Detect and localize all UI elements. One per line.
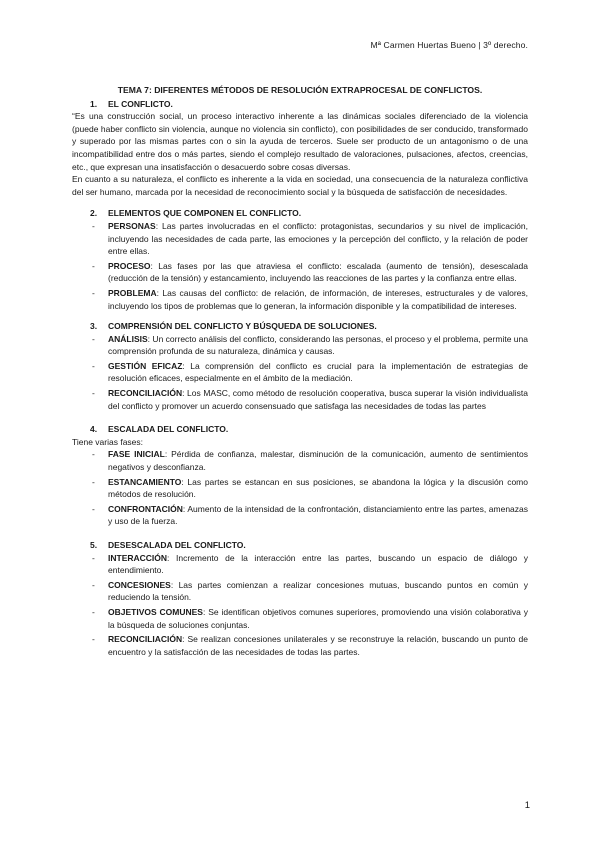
section-heading-1 (72, 98, 528, 111)
list-item (72, 552, 528, 577)
item-label: PROBLEMA (108, 287, 157, 298)
list-item (72, 260, 528, 285)
item-text: : Las fases por las que atraviesa el conflicto: escalada (aumento de tensión), desescalada (reducción de la tensión) y estancamiento, incluyendo las reacciones de las partes y la confianza entre ellas. (108, 260, 528, 284)
section-title: DESESCALADA DEL CONFLICTO. (108, 540, 246, 550)
dash-marker: - (92, 360, 95, 371)
item-text: : La comprensión del conflicto es crucial para la implementación de estrategias de resolución eficaces, especialmente en el ámbito de la mediación. (108, 360, 529, 384)
document-body (72, 84, 528, 660)
item-text: : Un correcto análisis del conflicto, considerando las personas, el proceso y el problema, permite una comprensión profunda de su naturaleza, dinámica y causas. (108, 333, 528, 357)
item-label: GESTIÓN EFICAZ (108, 360, 183, 371)
section-number: 4. (90, 424, 98, 435)
item-label: ANÁLISIS (108, 333, 148, 344)
list-item (72, 387, 528, 412)
dash-marker: - (92, 260, 95, 271)
document-title: TEMA 7: DIFERENTES MÉTODOS DE RESOLUCIÓN EXTRAPROCESAL DE CONFLICTOS. (117, 85, 483, 95)
dash-marker: - (92, 552, 95, 563)
section-title: COMPRENSIÓN DEL CONFLICTO Y BÚSQUEDA DE SOLUCIONES. (108, 321, 377, 332)
item-label: INTERACCIÓN (108, 552, 168, 563)
dash-marker: - (92, 333, 95, 344)
item-text: : Las partes se estancan en sus posiciones, se abandona la lógica y la discusión como métodos de resolución. (108, 476, 528, 500)
intro-text: Tiene varias fases: (72, 436, 144, 447)
item-text: : Aumento de la intensidad de la confrontación, distanciamiento entre las partes, amenazas y uso de la fuerza. (108, 503, 528, 527)
item-text: : Incremento de la interacción entre las partes, buscando un espacio de diálogo y entendimiento. (108, 552, 528, 576)
bullet-list (72, 333, 528, 413)
item-label: FASE INICIAL (108, 449, 165, 460)
section-title: ESCALADA DEL CONFLICTO. (108, 424, 229, 435)
item-label: RECONCILIACIÓN (108, 388, 183, 399)
section-heading-4 (72, 423, 528, 436)
dash-marker: - (92, 220, 95, 231)
list-item (72, 220, 528, 258)
bullet-list (72, 220, 528, 312)
list-item (72, 287, 528, 312)
list-item (72, 579, 528, 604)
paragraph: En cuanto a su naturaleza, el conflicto es inherente a la vida en sociedad, una consecuencia de la naturaleza conflictiva del ser humano, marcada por la necesidad de reconocimiento social y la búsqueda de satisfacción de necesidades. (72, 174, 528, 197)
list-item (72, 476, 528, 501)
list-item (72, 633, 528, 658)
page-header: Mª Carmen Huertas Bueno | 3º derecho. (370, 40, 528, 50)
item-label: CONCESIONES (108, 579, 171, 590)
item-text: : Se realizan concesiones unilaterales y se reconstruye la relación, buscando un punto de encuentro y la satisfacción de las necesidades de todas las partes. (108, 634, 528, 657)
dash-marker: - (92, 287, 95, 298)
dash-marker: - (92, 606, 95, 617)
section-title: EL CONFLICTO. (108, 98, 173, 109)
item-label: CONFRONTACIÓN (108, 503, 183, 514)
bullet-list (72, 552, 528, 659)
section-number: 1. (90, 98, 98, 109)
section-heading-5 (72, 539, 528, 552)
bullet-list (72, 448, 528, 528)
list-item (72, 606, 528, 631)
list-item (72, 360, 528, 385)
list-item (72, 448, 528, 473)
item-text: : Pérdida de confianza, malestar, disminución de la comunicación, aumento de sentimientos negativos y desconfianza. (108, 449, 528, 473)
dash-marker: - (92, 634, 95, 645)
dash-marker: - (92, 503, 95, 514)
paragraph: “Es una construcción social, un proceso interactivo inherente a las dinámicas sociales diferenciado de la violencia (puede haber conflicto sin violencia, aunque no violencia sin conflicto), con posibilidades de ser conducido, transformado y superado por las mismas partes con o sin la ayuda de terceros. Suele ser producto de un antagonismo o de una incompatibilidad entre dos o más partes, siendo el complejo resultado de valoraciones, pulsaciones, afectos, creencias, etc., que expresan una insatisfacción o desacuerdo sobre cosas diversas. (72, 111, 528, 172)
item-text: : Se identifican objetivos comunes superiores, promoviendo una visión colaborativa y la búsqueda de soluciones conjuntas. (108, 606, 528, 630)
list-item (72, 503, 528, 528)
item-label: PROCESO (108, 260, 151, 271)
item-text: : Las causas del conflicto: de relación, de información, de intereses, estructurales y de valores, incluyendo los tipos de problemas que lo generan, la información disponible y la compatibilidad de intereses. (108, 287, 528, 311)
item-text: : Los MASC, como método de resolución cooperativa, busca superar la visión individualista del conflicto y promover un acuerdo consensuado que satisfaga las necesidades de todas las partes (108, 388, 528, 411)
dash-marker: - (92, 388, 95, 399)
item-label: ESTANCAMIENTO (108, 476, 182, 487)
section-number: 5. (90, 540, 98, 550)
section-number: 3. (90, 321, 98, 332)
item-label: OBJETIVOS COMUNES (108, 606, 203, 617)
dash-marker: - (92, 476, 95, 487)
section-heading-2 (72, 207, 528, 220)
dash-marker: - (92, 579, 95, 590)
dash-marker: - (92, 449, 95, 460)
section-number: 2. (90, 208, 98, 219)
item-label: PERSONAS (108, 220, 156, 231)
page-number: 1 (524, 800, 530, 811)
section-heading-3 (72, 320, 528, 333)
item-label: RECONCILIACIÓN (108, 634, 183, 645)
list-item (72, 333, 528, 358)
item-text: : Las partes comienzan a realizar concesiones mutuas, buscando puntos en común y reduciendo la tensión. (108, 579, 528, 603)
item-text: : Las partes involucradas en el conflicto: protagonistas, secundarios y su nivel de implicación, incluyendo las necesidades de cada parte, las emociones y la percepción del conflicto, y la relación de poder entre ellas. (108, 220, 528, 257)
section-title: ELEMENTOS QUE COMPONEN EL CONFLICTO. (108, 208, 302, 219)
